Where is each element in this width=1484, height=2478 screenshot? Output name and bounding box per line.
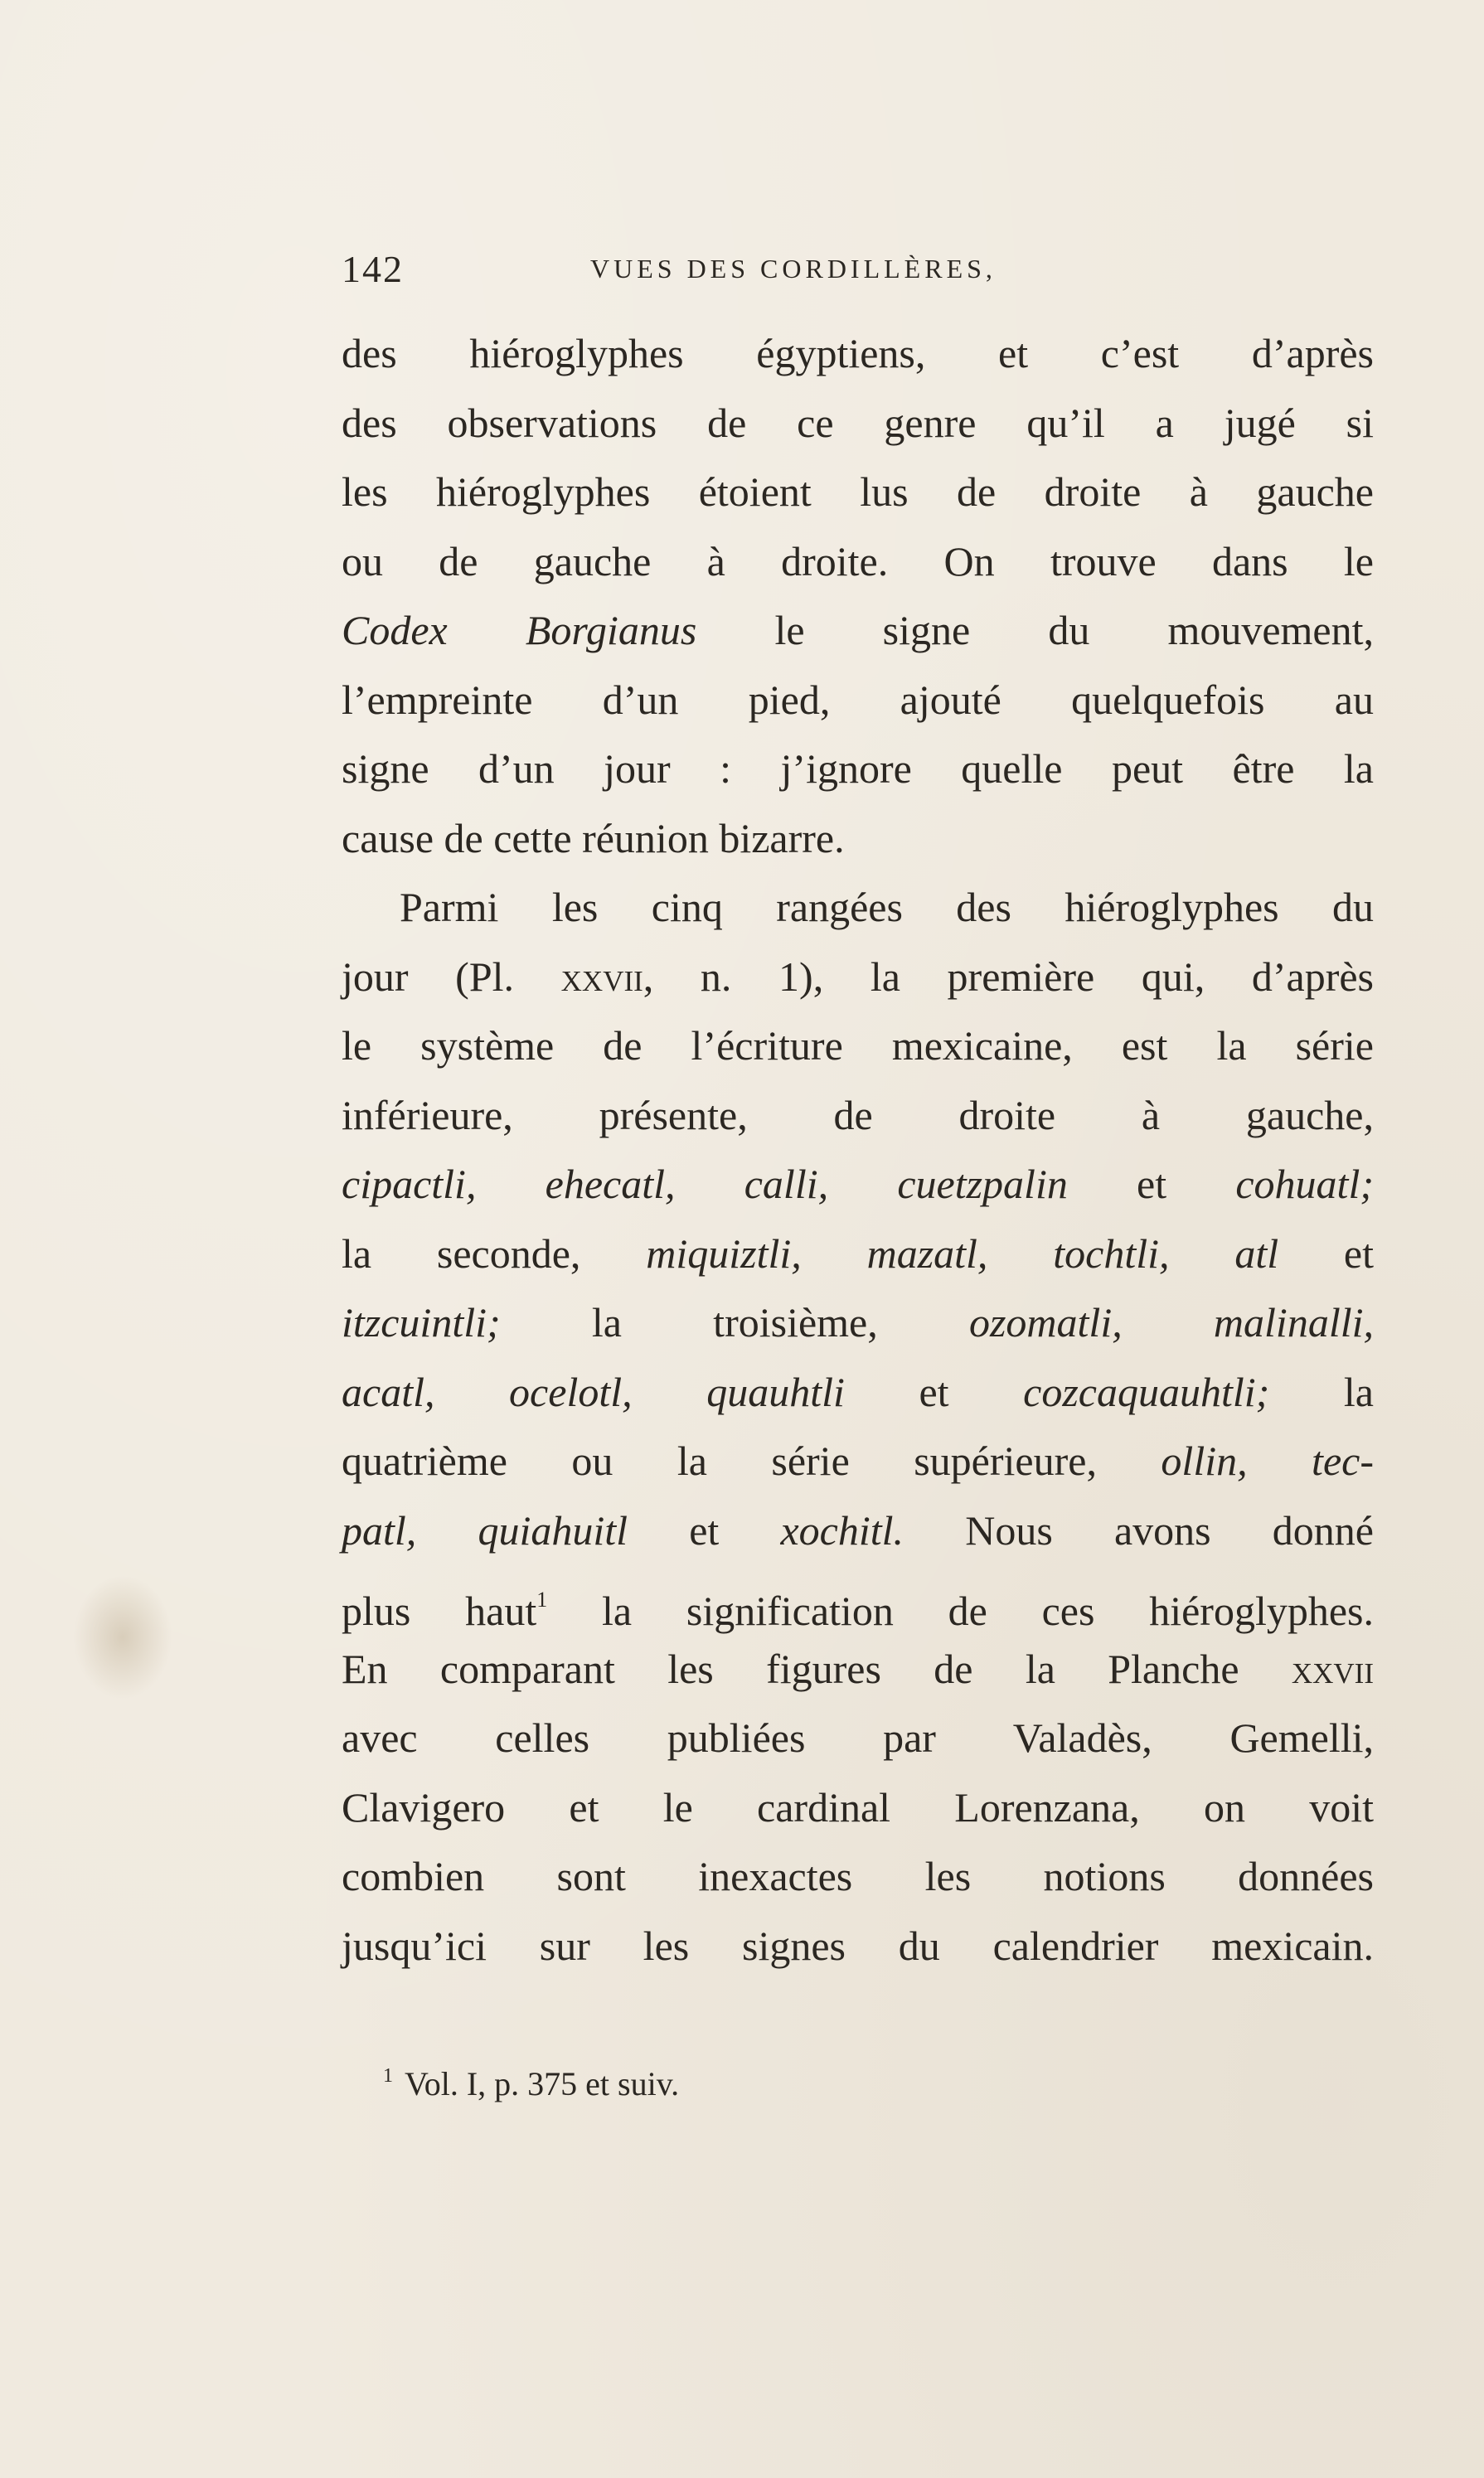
text-line: ou de gauche à droite. On trouve dans le: [342, 537, 1374, 584]
text-line: Codex Borgianus le signe du mouvement,: [342, 607, 1375, 653]
text-line: patl, quiahuitl et xochitl. Nous avons donné: [342, 1506, 1374, 1554]
text-line: plus haut$^1$ la signification de ces hiéroglyphes.: [342, 1588, 1374, 1634]
footnote: [383, 2064, 679, 2103]
text-line: jour (Pl. xxvii, n. 1), la première qui, d’après: [342, 953, 1374, 1000]
footnote-mark: 1: [383, 2065, 393, 2087]
footnote-reference: 1: [536, 1588, 548, 1612]
text-line: quatrième ou la série supérieure, ollin, tec-: [342, 1438, 1374, 1484]
text-line: des observations de ce genre qu’il a jugé si: [342, 399, 1374, 446]
text-line: itzcuintli; la troisième, ozomatli, malinalli,: [342, 1299, 1374, 1346]
plate-number: xxvii: [1291, 1645, 1374, 1692]
running-title: VUES DES CORDILLÈRES,: [590, 254, 997, 284]
text-line: En comparant les figures de la Planche xxvii: [342, 1645, 1374, 1692]
text-line: la seconde, miquiztli, mazatl, tochtli, atl et: [342, 1229, 1375, 1277]
text-line: combien sont inexactes les notions données: [342, 1853, 1374, 1899]
text-line: Parmi les cinq rangées des hiéroglyphes du: [400, 884, 1374, 930]
text-line: les hiéroglyphes étoient lus de droite à gauche: [342, 468, 1374, 515]
page-header: [342, 247, 1171, 297]
text-line: jusqu’ici sur les signes du calendrier mexicain.: [342, 1922, 1374, 1969]
text-line: acatl, ocelotl, quauhtli et cozcaquauhtli; la: [342, 1368, 1374, 1415]
text-line: l’empreinte d’un pied, ajouté quelquefois au: [342, 676, 1374, 723]
text-line: inférieure, présente, de droite à gauche,: [342, 1091, 1374, 1138]
body-text: [342, 319, 1374, 1981]
text-line: cipactli, ehecatl, calli, cuetzpalin et cohuatl;: [342, 1161, 1374, 1207]
text-line: Clavigero et le cardinal Lorenzana, on voit: [342, 1783, 1374, 1831]
page-number: 142: [342, 248, 404, 290]
text-line: avec celles publiées par Valadès, Gemelli,: [342, 1714, 1374, 1761]
paper-stain: [73, 1575, 172, 1700]
footnote-text: Vol. I, p. 375 et suiv.: [405, 2065, 680, 2102]
text-line: des hiéroglyphes égyptiens, et c’est d’après: [342, 330, 1374, 376]
text-line: signe d’un jour : j’ignore quelle peut être la: [342, 745, 1374, 792]
text-line: cause de cette réunion bizarre.: [342, 814, 845, 861]
text-line: le système de l’écriture mexicaine, est la série: [342, 1022, 1374, 1069]
codex-title: Codex Borgianus: [342, 607, 697, 653]
plate-number: xxvii: [560, 953, 643, 1000]
